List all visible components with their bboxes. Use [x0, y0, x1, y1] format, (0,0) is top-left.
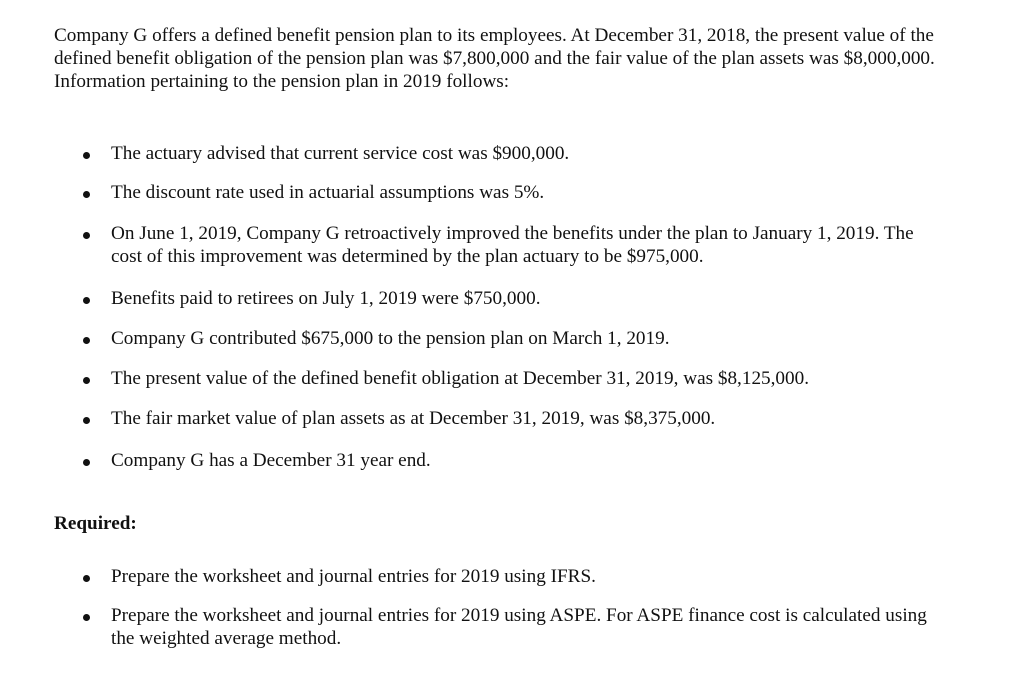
list-item-text: The discount rate used in actuarial assumptions was 5%.	[111, 182, 545, 203]
required-heading: Required:	[54, 513, 137, 534]
list-item-text: On June 1, 2019, Company G retroactively improved the benefits under the plan to January 1, 2019. The cost of this improvement was determined by the plan actuary to be $975,000.	[111, 223, 914, 267]
list-item-text: The actuary advised that current service cost was $900,000.	[111, 143, 570, 164]
list-item-text: The present value of the defined benefit obligation at December 31, 2019, was $8,125,000.	[111, 368, 810, 389]
intro-line: defined benefit obligation of the pension plan was $7,800,000 and the fair value of the plan assets was $8,000,000.	[54, 48, 935, 69]
bullet-icon	[83, 297, 90, 304]
bullet-icon	[83, 152, 90, 159]
bullet-icon	[83, 614, 90, 621]
bullet-icon	[83, 191, 90, 198]
list-item-text: Company G has a December 31 year end.	[111, 450, 431, 471]
bullet-icon	[83, 337, 90, 344]
intro-line: Company G offers a defined benefit pension plan to its employees. At December 31, 2018, the present value of the	[54, 25, 934, 46]
intro-line: Information pertaining to the pension plan in 2019 follows:	[54, 71, 510, 92]
list-item-text: Company G contributed $675,000 to the pension plan on March 1, 2019.	[111, 328, 670, 349]
bullet-icon	[83, 459, 90, 466]
bullet-icon	[83, 417, 90, 424]
list-item-text: Benefits paid to retirees on July 1, 2019 were $750,000.	[111, 288, 541, 309]
list-item-text: The fair market value of plan assets as at December 31, 2019, was $8,375,000.	[111, 408, 716, 429]
bullet-icon	[83, 232, 90, 239]
list-item-text: Prepare the worksheet and journal entries for 2019 using ASPE. For ASPE finance cost is calculated using the weighted average method.	[111, 605, 927, 649]
intro-paragraph	[54, 24, 984, 93]
list-item-text: Prepare the worksheet and journal entries for 2019 using IFRS.	[111, 566, 596, 587]
bullet-icon	[83, 575, 90, 582]
bullet-icon	[83, 377, 90, 384]
